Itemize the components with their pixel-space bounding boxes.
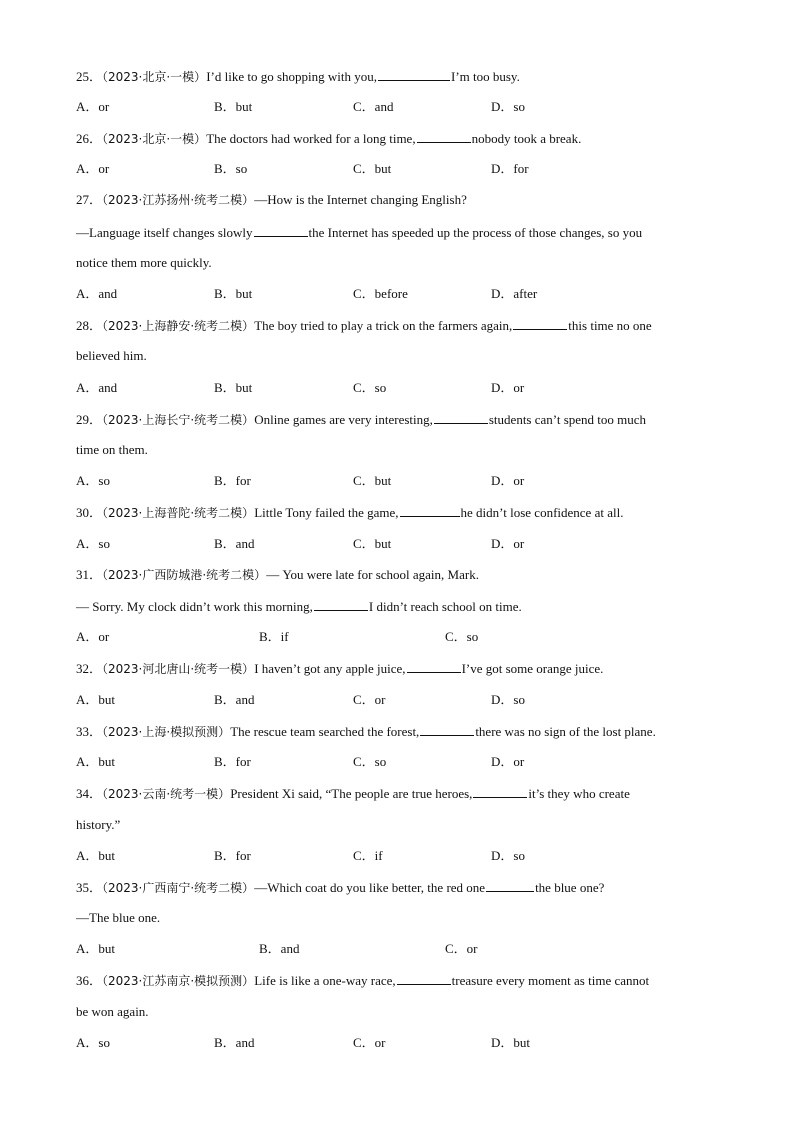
- question-source: （2023·江苏南京·模拟预测）: [102, 974, 255, 988]
- option-b: B．and: [214, 536, 255, 551]
- answer-blank: [378, 68, 450, 81]
- option-d: D．for: [491, 161, 529, 176]
- question-27-stem-line3: notice them more quickly.: [76, 255, 212, 270]
- question-source: （2023·云南·统考一模）: [102, 787, 231, 801]
- answer-blank: [407, 660, 461, 673]
- question-28-stem-line2: believed him.: [76, 348, 147, 363]
- question-source: （2023·上海长宁·统考二模）: [102, 413, 255, 427]
- option-a: A．or: [76, 161, 110, 176]
- option-a: A．but: [76, 941, 116, 956]
- option-c: C．but: [353, 473, 392, 488]
- question-34-stem-line2: history.”: [76, 817, 121, 832]
- option-d: D．after: [491, 286, 538, 301]
- question-source: （2023·上海静安·统考二模）: [102, 319, 255, 333]
- option-c: C．so: [353, 380, 387, 395]
- option-d: D．so: [491, 848, 525, 863]
- question-source: （2023·上海普陀·统考二模）: [102, 506, 255, 520]
- option-b: B．but: [214, 286, 253, 301]
- question-source: （2023·广西防城港·统考二模）: [102, 568, 267, 582]
- question-33-stem: 33．（2023·上海·模拟预测）The rescue team searched the forest, there was no sign of the lost plane.: [76, 724, 656, 739]
- option-d: D．so: [491, 99, 525, 114]
- answer-blank: [417, 130, 471, 143]
- question-source: （2023·江苏扬州·统考二模）: [102, 193, 255, 207]
- option-b: B．for: [214, 848, 251, 863]
- option-a: A．and: [76, 286, 118, 301]
- option-b: B．for: [214, 473, 251, 488]
- question-35-stem-line2: —The blue one.: [76, 910, 161, 925]
- answer-blank: [400, 504, 460, 517]
- option-b: B．and: [214, 692, 255, 707]
- option-d: D．so: [491, 692, 525, 707]
- option-a: A．and: [76, 380, 118, 395]
- question-source: （2023·广西南宁·统考二模）: [102, 881, 255, 895]
- option-c: C．if: [353, 848, 383, 863]
- option-d: D．or: [491, 473, 525, 488]
- option-a: A．so: [76, 536, 110, 551]
- answer-blank: [513, 317, 567, 330]
- question-30-stem: 30．（2023·上海普陀·统考二模）Little Tony failed the game, he didn’t lose confidence at all.: [76, 505, 624, 520]
- option-c: C．but: [353, 536, 392, 551]
- option-b: B．if: [259, 629, 289, 644]
- option-b: B．so: [214, 161, 248, 176]
- option-c: C．but: [353, 161, 392, 176]
- answer-blank: [254, 224, 308, 237]
- option-a: A．but: [76, 848, 116, 863]
- answer-blank: [397, 972, 451, 985]
- option-a: A．or: [76, 99, 110, 114]
- option-d: D．but: [491, 1035, 531, 1050]
- option-b: B．but: [214, 380, 253, 395]
- option-d: D．or: [491, 536, 525, 551]
- option-d: D．or: [491, 380, 525, 395]
- option-b: B．but: [214, 99, 253, 114]
- option-a: A．so: [76, 473, 110, 488]
- question-source: （2023·河北唐山·统考一模）: [102, 662, 255, 676]
- question-source: （2023·上海·模拟预测）: [102, 725, 231, 739]
- option-a: A．but: [76, 692, 116, 707]
- question-source: （2023·北京·一模）: [102, 132, 207, 146]
- question-27-stem: 27．（2023·江苏扬州·统考二模）—How is the Internet changing English?: [76, 192, 467, 207]
- question-36-stem: 36．（2023·江苏南京·模拟预测）Life is like a one-way race, treasure every moment as time cannot: [76, 973, 650, 988]
- question-35-stem: 35．（2023·广西南宁·统考二模）—Which coat do you like better, the red one the blue one?: [76, 880, 605, 895]
- answer-blank: [314, 598, 368, 611]
- question-source: （2023·北京·一模）: [102, 70, 207, 84]
- option-b: B．and: [214, 1035, 255, 1050]
- question-29-stem-line2: time on them.: [76, 442, 148, 457]
- answer-blank: [473, 785, 527, 798]
- question-25-stem: 25．（2023·北京·一模）I’d like to go shopping with you, I’m too busy.: [76, 69, 520, 84]
- option-c: C．or: [445, 941, 478, 956]
- question-28-stem: 28．（2023·上海静安·统考二模）The boy tried to play a trick on the farmers again, this time no one: [76, 318, 652, 333]
- question-27-stem-line2: —Language itself changes slowly the Internet has speeded up the process of those changes, so you: [76, 225, 643, 240]
- option-c: C．or: [353, 1035, 386, 1050]
- question-31-stem: 31．（2023·广西防城港·统考二模）— You were late for school again, Mark.: [76, 567, 479, 582]
- question-36-stem-line2: be won again.: [76, 1004, 149, 1019]
- option-c: C．or: [353, 692, 386, 707]
- question-32-stem: 32．（2023·河北唐山·统考一模）I haven’t got any apple juice, I’ve got some orange juice.: [76, 661, 604, 676]
- option-d: D．or: [491, 754, 525, 769]
- answer-blank: [486, 879, 534, 892]
- option-c: C．so: [445, 629, 479, 644]
- option-a: A．or: [76, 629, 110, 644]
- question-26-stem: 26．（2023·北京·一模）The doctors had worked for a long time, nobody took a break.: [76, 131, 582, 146]
- answer-blank: [420, 723, 474, 736]
- option-a: A．but: [76, 754, 116, 769]
- question-34-stem: 34．（2023·云南·统考一模）President Xi said, “The people are true heroes, it’s they who create: [76, 786, 630, 801]
- option-c: C．so: [353, 754, 387, 769]
- option-b: B．and: [259, 941, 300, 956]
- answer-blank: [434, 411, 488, 424]
- question-29-stem: 29．（2023·上海长宁·统考二模）Online games are very interesting, students can’t spend too much: [76, 412, 647, 427]
- question-31-stem-line2: — Sorry. My clock didn’t work this morning, I didn’t reach school on time.: [76, 599, 522, 614]
- option-c: C．and: [353, 99, 394, 114]
- option-b: B．for: [214, 754, 251, 769]
- option-c: C．before: [353, 286, 408, 301]
- option-a: A．so: [76, 1035, 110, 1050]
